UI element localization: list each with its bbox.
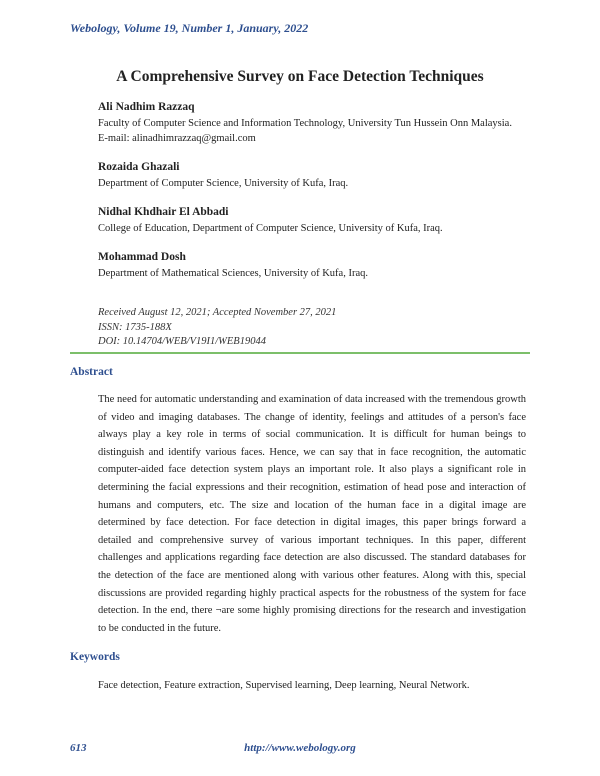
footer-url: http://www.webology.org <box>244 742 356 754</box>
keywords-body: Face detection, Feature extraction, Supervised learning, Deep learning, Neural Network. <box>98 680 470 691</box>
author-block <box>98 99 526 146</box>
author-email: E-mail: alinadhimrazzaq@gmail.com <box>98 133 256 144</box>
doi: DOI: 10.14704/WEB/V19I1/WEB19044 <box>98 336 266 347</box>
abstract-heading: Abstract <box>70 366 113 378</box>
author-block <box>98 204 526 236</box>
author-name: Rozaida Ghazali <box>98 161 180 173</box>
author-affiliation: Faculty of Computer Science and Information Technology, University Tun Hussein Onn Malaysia. <box>98 118 512 129</box>
author-affiliation: Department of Computer Science, University of Kufa, Iraq. <box>98 178 349 189</box>
publication-info <box>98 306 526 350</box>
abstract-body: The need for automatic understanding and examination of data increased with the tremendous growth of video and imaging databases. The change of identity, feelings and attitudes of a person's face always play a key role in terms of social communication. It is difficult for human beings to distinguish and identify various faces. Hence, we can say that in face recognition, the automatic computer-aided face detection system plays an important role. It also plays a significant role in determining the facial expressions and their recognition, estimation of head pose and interaction of humans and computers, etc. The size and location of the human face in a digital image are determined by face detection. For face detection in digital images, this paper brings forward a detailed and comprehensive survey of various important techniques. In this paper, different challenges and applications regarding face detection are also discussed. The standard databases for the detection of the face are mentioned along with various other features. Along with this, special discussions are provided regarding highly practical aspects for the robustness of the system for face detection. In the end, there ¬are some highly promising directions for the research and investigation to be conducted in the future. <box>98 394 526 634</box>
journal-header: Webology, Volume 19, Number 1, January, 2022 <box>70 21 309 35</box>
section-divider <box>70 352 530 354</box>
received-dates: Received August 12, 2021; Accepted November 27, 2021 <box>98 307 337 318</box>
issn: ISSN: 1735-188X <box>98 321 172 333</box>
author-affiliation: College of Education, Department of Computer Science, University of Kufa, Iraq. <box>98 223 443 234</box>
author-block <box>98 159 526 191</box>
page-number: 613 <box>70 742 87 754</box>
author-block <box>98 249 526 281</box>
author-affiliation: Department of Mathematical Sciences, University of Kufa, Iraq. <box>98 268 368 279</box>
author-name: Nidhal Khdhair El Abbadi <box>98 206 229 218</box>
author-list <box>98 99 526 294</box>
keywords-heading: Keywords <box>70 651 120 663</box>
author-name: Mohammad Dosh <box>98 251 186 263</box>
author-name: Ali Nadhim Razzaq <box>98 101 195 113</box>
paper-title: A Comprehensive Survey on Face Detection Techniques <box>116 68 484 85</box>
